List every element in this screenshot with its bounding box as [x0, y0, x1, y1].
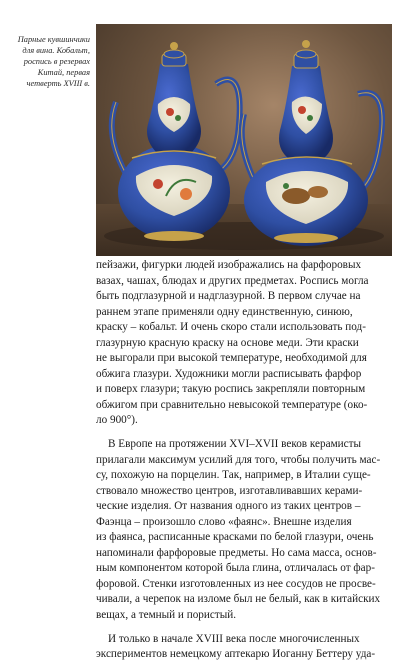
caption-line: Китай, первая: [37, 68, 90, 77]
text-line: обжигом при сравнительно невысокой температуре (око-: [96, 398, 368, 411]
caption-line: Парные кувшинчики: [17, 35, 90, 44]
pair-of-wine-ewers-image: [96, 24, 392, 256]
right-ewer: [242, 40, 382, 246]
left-ewer: [112, 42, 240, 241]
article-text: [96, 258, 392, 663]
text-line: быть подглазурной и надглазурной. В первом случае на: [96, 290, 361, 303]
photo-caption: [6, 34, 90, 89]
text-line: обжига глазури. Художники могли расписывать фарфор: [96, 367, 362, 380]
text-line: краску – кобальт. И очень скоро стали использовать под-: [96, 321, 366, 334]
text-line: и поверх глазури; такую роспись закрепляли повторным: [96, 383, 366, 396]
caption-line: четверть XVIII в.: [26, 79, 90, 88]
caption-line: роспись в резервах: [23, 57, 90, 66]
text-line: прилагали максимум усилий для того, чтобы получить мас-: [96, 453, 381, 466]
text-line: ным компонентом которой была глина, отличалась от фар-: [96, 562, 375, 575]
text-line: ствовало множество центров, изготавливавших керами-: [96, 484, 363, 497]
text-line: вещах, а темный и пористый.: [96, 609, 237, 622]
text-line: раннем этапе применяли одну единственную, синюю,: [96, 305, 353, 318]
text-line: И только в начале XVIII века после многочисленных: [108, 632, 360, 645]
text-line: ческие изделия. От названия одного из таких центров –: [96, 500, 361, 513]
text-line: глазурную красную краску на основе меди. Эти краски: [96, 336, 359, 349]
ewers-photo: [96, 24, 392, 256]
text-line: ло 900°).: [96, 414, 138, 427]
text-line: су, похожую на порцелин. Так, например, в Италии суще-: [96, 469, 371, 482]
text-line: не выгорали при высокой температуре, необходимой для: [96, 352, 367, 365]
text-line: В Европе на протяжении XVI–XVII веков керамисты: [108, 438, 362, 451]
text-line: напоминали фарфоровые предметы. Но сама масса, основ-: [96, 546, 377, 559]
text-line: чивали, а черепок на изломе был не белый, как в китайских: [96, 593, 381, 606]
caption-line: для вина. Кобальт,: [22, 46, 90, 55]
text-line: пейзажи, фигурки людей изображались на фарфоровых: [96, 259, 362, 271]
text-line: форовой. Стенки изготовленных из нее сосудов не просве-: [96, 577, 376, 590]
text-line: вазах, чашах, блюдах и других предметах. Роспись могла: [96, 274, 369, 287]
text-line: Фаэнца – произошло слово «фаянс». Внешне изделия: [96, 515, 352, 528]
text-line: экспериментов немецкому аптекарю Иоганну Беттеру уда-: [96, 648, 376, 661]
text-line: из фаянса, расписанные красками по белой глазури, очень: [96, 531, 374, 544]
